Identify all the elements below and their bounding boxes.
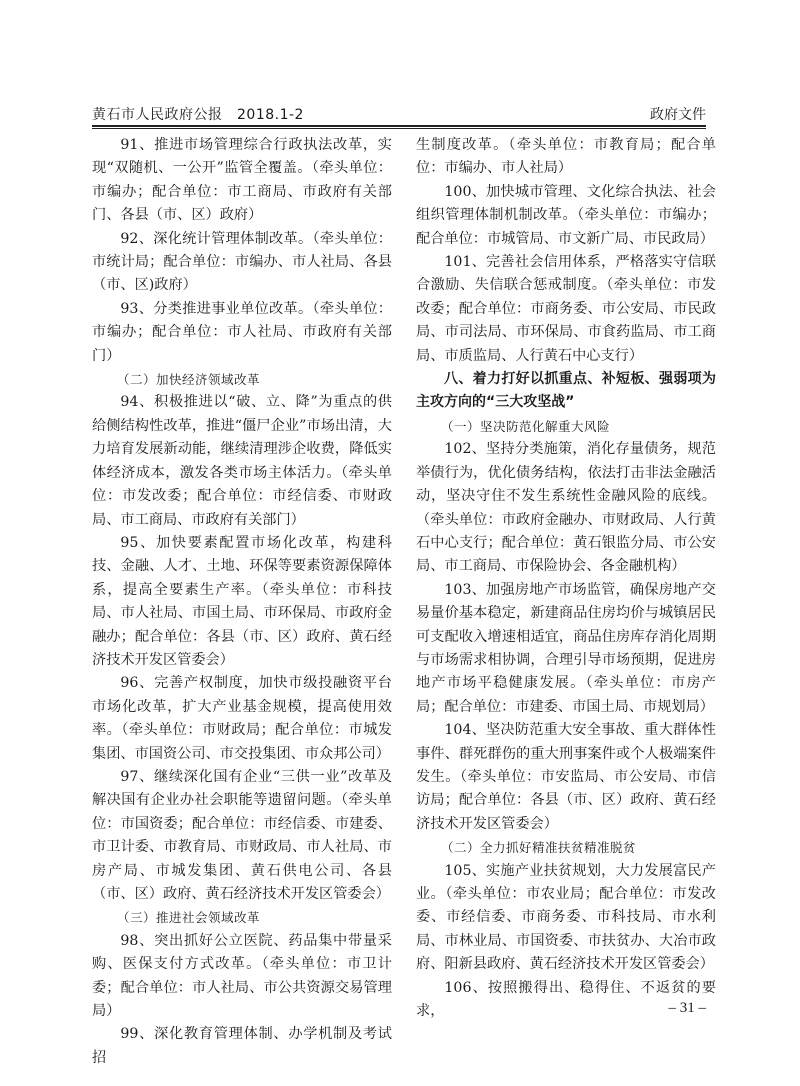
paragraph: 96、完善产权制度，加快市级投融资平台市场化改革，扩大产业基金规模，提高使用效率。（牵头单位：市财政局；配合单位：市城发集团、市国资公司、市交投集团、市众邦公司） — [92, 675, 392, 762]
paragraph: 99、深化教育管理体制、办学机制及考试招 — [92, 1026, 392, 1066]
paragraph: 106、按照搬得出、稳得住、不返贫的要求， — [416, 979, 716, 1020]
left-column — [92, 134, 392, 1070]
journal-title: 黄石市人民政府公报 2018.1-2 — [92, 107, 304, 123]
subsection-heading: （二）加快经济领域改革 — [117, 372, 261, 388]
subsection-heading: （三）推进社会领域改革 — [117, 910, 261, 926]
paragraph: 94、积极推进以“破、立、降”为重点的供给侧结构性改革，推进“僵尸企业”市场出清，大力培育发展新动能，继续清理涉企收费，降低实体经济成本，激发各类市场主体活力。（牵头单位：市发改委；配合单位：市经信委、市财政局、市工商局、市政府有关部门） — [92, 394, 392, 528]
right-column — [416, 134, 716, 1023]
paragraph: 98、突出抓好公立医院、药品集中带量采购、医保支付方式改革。（牵头单位：市卫计委；配合单位：市人社局、市公共资源交易管理局） — [92, 932, 392, 1020]
section-heading: 八、着力打好以抓重点、补短板、强弱项为主攻方向的“三大攻坚战” — [416, 371, 716, 411]
page-number: – 31 – — [668, 1000, 706, 1016]
header-rule-thick — [92, 125, 706, 127]
paragraph: 95、加快要素配置市场化改革，构建科技、金融、人才、土地、环保等要素资源保障体系，提高全要素生产率。（牵头单位：市科技局、市人社局、市国土局、市环保局、市政府金融办；配合单位：各县（市、区）政府、黄石经济技术开发区管委会） — [92, 534, 392, 668]
paragraph: 102、坚持分类施策，消化存量债务，规范举债行为，优化债务结构，依法打击非法金融活动，坚决守住不发生系统性金融风险的底线。（牵头单位：市政府金融办、市财政局、人行黄石中心支行；配合单位：黄石银监分局、市公安局、市工商局、市保险协会、各金融机构） — [416, 441, 716, 575]
section-title: 政府文件 — [650, 107, 706, 123]
paragraph: 91、推进市场管理综合行政执法改革，实现“双随机、一公开”监管全覆盖。（牵头单位：市编办；配合单位：市工商局、市政府有关部门、各县（市、区）政府） — [92, 137, 392, 224]
paragraph-continued: 生制度改革。（牵头单位：市教育局；配合单位：市编办、市人社局） — [416, 137, 716, 177]
paragraph: 93、分类推进事业单位改革。（牵头单位：市编办；配合单位：市人社局、市政府有关部门） — [92, 300, 392, 364]
paragraph: 103、加强房地产市场监管，确保房地产交易量价基本稳定，新建商品住房均价与城镇居民可支配收入增速相适宜，商品住房库存消化周期与市场需求相协调，合理引导市场预期，促进房地产市场平稳健康发展。（牵头单位：市房产局；配合单位：市建委、市国土局、市规划局） — [416, 581, 716, 715]
paragraph: 101、完善社会信用体系，严格落实守信联合激励、失信联合惩戒制度。（牵头单位：市发改委；配合单位：市商务委、市公安局、市民政局、市司法局、市环保局、市食药监局、市工商局、市质监局、人行黄石中心支行） — [416, 254, 716, 364]
page-header — [92, 100, 706, 126]
header-rule-thin — [92, 128, 706, 129]
paragraph: 105、实施产业扶贫规划，大力发展富民产业。（牵头单位：市农业局；配合单位：市发改委、市经信委、市商务委、市科技局、市水利局、市林业局、市国资委、市扶贫办、大冶市政府、阳新县政府、黄石经济技术开发区管委会） — [416, 862, 716, 973]
paragraph: 104、坚决防范重大安全事故、重大群体性事件、群死群伤的重大刑事案件或个人极端案件发生。（牵头单位：市安监局、市公安局、市信访局；配合单位：各县（市、区）政府、黄石经济技术开发区管委会） — [416, 722, 716, 832]
paragraph: 100、加快城市管理、文化综合执法、社会组织管理体制机制改革。（牵头单位：市编办；配合单位：市城管局、市文新广局、市民政局） — [416, 183, 716, 247]
subsection-heading: （一）坚决防范化解重大风险 — [441, 418, 611, 434]
subsection-heading: （二）全力抓好精准扶贫精准脱贫 — [441, 840, 637, 856]
paragraph: 92、深化统计管理体制改革。（牵头单位：市统计局；配合单位：市编办、市人社局、各县（市、区)政府） — [92, 230, 392, 294]
paragraph: 97、继续深化国有企业“三供一业”改革及解决国有企业办社会职能等遗留问题。（牵头单位：市国资委；配合单位：市经信委、市建委、市卫计委、市教育局、市财政局、市人社局、市房产局、市城发集团、黄石供电公司、各县（市、区）政府、黄石经济技术开发区管委会） — [92, 768, 392, 902]
